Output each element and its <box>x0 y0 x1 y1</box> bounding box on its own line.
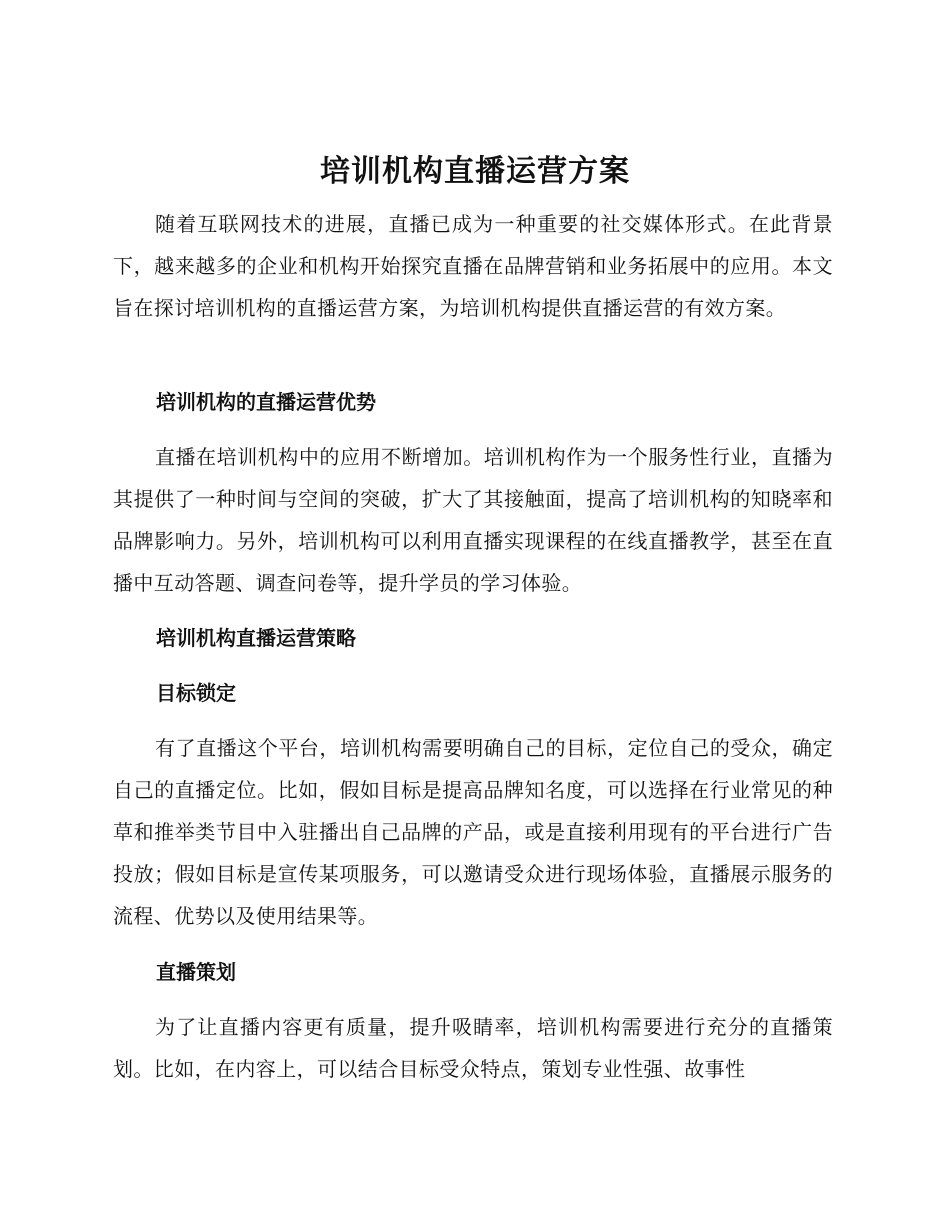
section-heading-strategy: 培训机构直播运营策略 <box>156 626 356 650</box>
advantages-paragraph: 直播在培训机构中的应用不断增加。培训机构作为一个服务性行业，直播为其提供了一种时间与空间的突破，扩大了其接触面，提高了培训机构的知晓率和品牌影响力。另外，培训机构可以利用直播实现课程的在线直播教学，甚至在直播中互动答题、调查问卷等，提升学员的学习体验。 <box>113 445 833 595</box>
document-title: 培训机构直播运营方案 <box>320 154 630 189</box>
subsection-heading-target: 目标锁定 <box>156 681 236 705</box>
section-heading-advantages: 培训机构的直播运营优势 <box>156 390 376 414</box>
subsection-heading-planning: 直播策划 <box>156 960 236 984</box>
planning-paragraph: 为了让直播内容更有质量，提升吸睛率，培训机构需要进行充分的直播策划。比如，在内容上，可以结合目标受众特点，策划专业性强、故事性 <box>113 1015 833 1081</box>
intro-paragraph: 随着互联网技术的进展，直播已成为一种重要的社交媒体形式。在此背景下，越来越多的企业和机构开始探究直播在品牌营销和业务拓展中的应用。本文旨在探讨培训机构的直播运营方案，为培训机构提供直播运营的有效方案。 <box>113 212 833 320</box>
target-paragraph: 有了直播这个平台，培训机构需要明确自己的目标，定位自己的受众，确定自己的直播定位。比如，假如目标是提高品牌知名度，可以选择在行业常见的种草和推举类节目中入驻播出自己品牌的产品，或是直接利用现有的平台进行广告投放；假如目标是宣传某项服务，可以邀请受众进行现场体验，直播展示服务的流程、优势以及使用结果等。 <box>113 736 833 928</box>
